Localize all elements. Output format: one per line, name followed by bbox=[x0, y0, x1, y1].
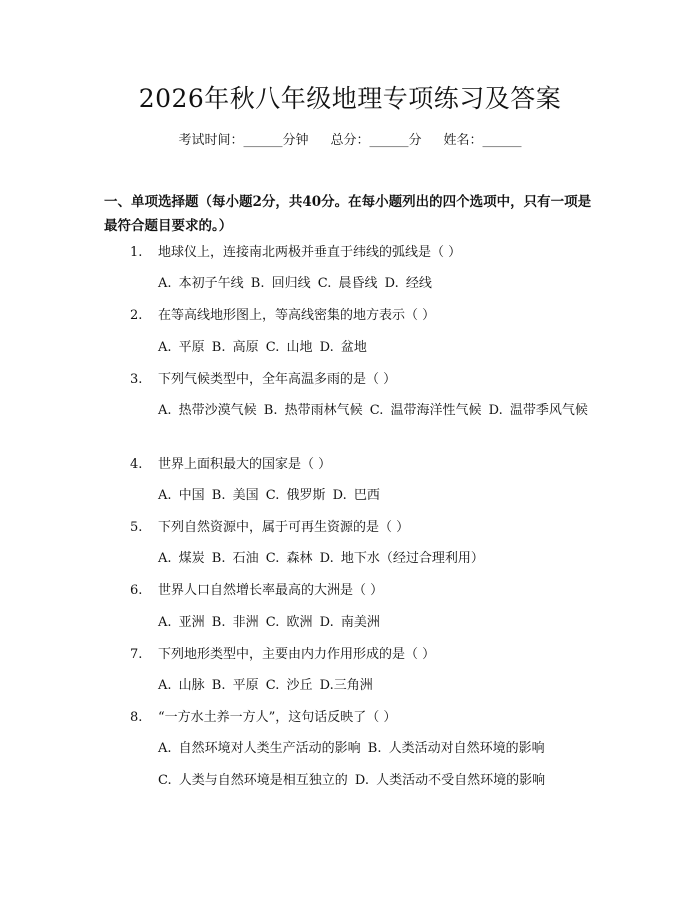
question-5-options: A. 煤炭 B. 石油 C. 森林 D. 地下水（经过合理利用） bbox=[158, 551, 484, 566]
question-1 bbox=[130, 243, 461, 263]
question-7-options: A. 山脉 B. 平原 C. 沙丘 D.三角洲 bbox=[158, 678, 373, 693]
question-text: 地球仪上，连接南北两极并垂直于纬线的弧线是（ ） bbox=[158, 245, 462, 260]
question-number: 2. bbox=[130, 308, 143, 323]
student-name-field: 姓名：______ bbox=[443, 133, 522, 148]
question-text: 世界上面积最大的国家是（ ） bbox=[158, 457, 332, 472]
question-4-options: A. 中国 B. 美国 C. 俄罗斯 D. 巴西 bbox=[158, 488, 380, 503]
question-number: 8. bbox=[130, 710, 143, 725]
question-8 bbox=[130, 708, 396, 728]
question-text: 下列气候类型中，全年高温多雨的是（ ） bbox=[158, 372, 397, 387]
question-text: “一方水土养一方人”，这句话反映了（ ） bbox=[158, 710, 397, 725]
question-6-options: A. 亚洲 B. 非洲 C. 欧洲 D. 南美洲 bbox=[158, 615, 380, 630]
question-number: 6. bbox=[130, 583, 143, 598]
question-8-options-line-2: C. 人类与自然环境是相互独立的 D. 人类活动不受自然环境的影响 bbox=[158, 773, 546, 788]
question-3-options: A. 热带沙漠气候 B. 热带雨林气候 C. 温带海洋性气候 D. 温带季风气候 bbox=[158, 403, 588, 418]
exam-info-line bbox=[0, 131, 700, 151]
question-text: 世界人口自然增长率最高的大洲是（ ） bbox=[158, 583, 384, 598]
question-4 bbox=[130, 455, 331, 475]
question-text: 下列地形类型中，主要由内力作用形成的是（ ） bbox=[158, 647, 436, 662]
question-number: 1. bbox=[130, 245, 143, 260]
question-2 bbox=[130, 306, 435, 326]
question-8-options-line-1: A. 自然环境对人类生产活动的影响 B. 人类活动对自然环境的影响 bbox=[158, 741, 545, 756]
section-heading: 一、单项选择题（每小题2分，共40分。在每小题列出的四个选项中，只有一项是最符合题目要求的。） bbox=[104, 194, 592, 234]
question-number: 3. bbox=[130, 372, 143, 387]
question-number: 7. bbox=[130, 647, 143, 662]
exam-time-field: 考试时间：______分钟 bbox=[178, 133, 309, 148]
total-score-field: 总分：______分 bbox=[330, 133, 422, 148]
question-6 bbox=[130, 581, 383, 601]
question-number: 4. bbox=[130, 457, 143, 472]
page-title: 2026年秋八年级地理专项练习及答案 bbox=[138, 84, 562, 113]
question-2-options: A. 平原 B. 高原 C. 山地 D. 盆地 bbox=[158, 340, 367, 355]
question-number: 5. bbox=[130, 520, 143, 535]
question-5 bbox=[130, 518, 409, 538]
question-7 bbox=[130, 645, 435, 665]
question-1-options: A. 本初子午线 B. 回归线 C. 晨昏线 D. 经线 bbox=[158, 276, 432, 291]
question-3 bbox=[130, 370, 396, 390]
question-text: 下列自然资源中，属于可再生资源的是（ ） bbox=[158, 520, 410, 535]
question-text: 在等高线地形图上，等高线密集的地方表示（ ） bbox=[158, 308, 436, 323]
